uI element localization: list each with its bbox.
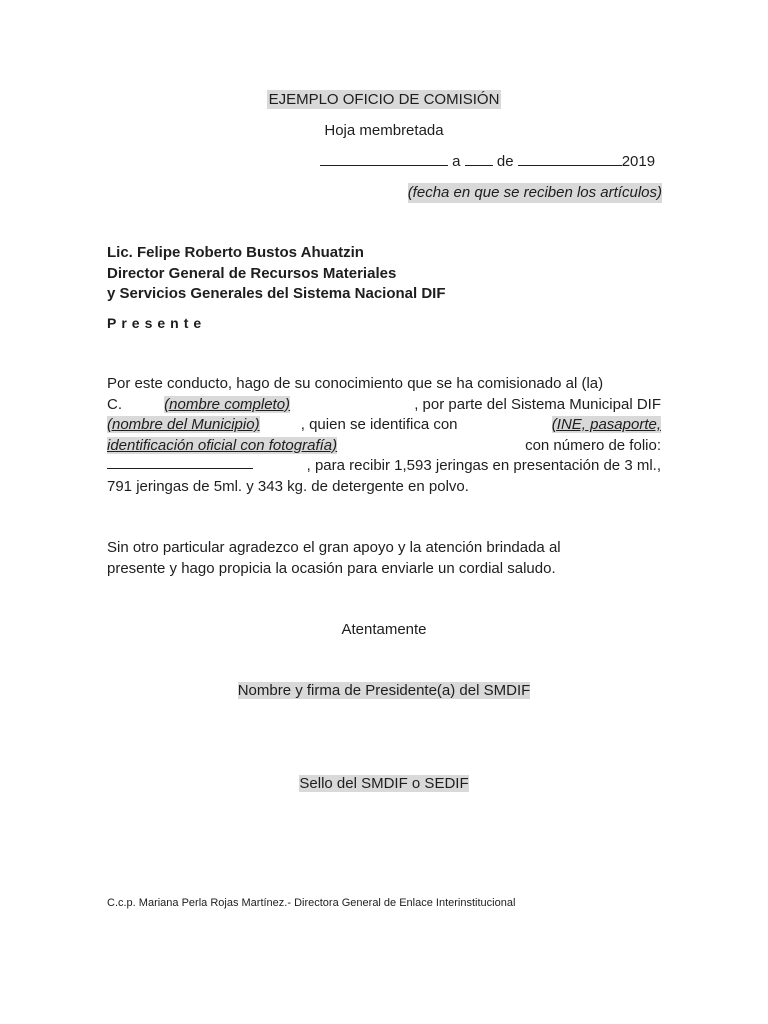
p1-line1-text: Por este conducto, hago de su conocimiento que se ha comisionado al (la) xyxy=(107,375,604,392)
id-field-line1 xyxy=(524,415,661,436)
seal-line xyxy=(0,774,768,794)
date-note: (fecha en que se reciben los artículos) xyxy=(407,184,662,201)
p2-line1-text: Sin otro particular agradezco el gran apoyo y la atención brindada al xyxy=(107,539,561,556)
document-title xyxy=(0,90,768,110)
municipality-placeholder: (nombre del Municipio) xyxy=(107,416,260,433)
body-paragraph-2 xyxy=(107,538,661,579)
addressee-title-line1: Director General de Recursos Materiales xyxy=(107,264,397,282)
signature-placeholder: Nombre y firma de Presidente(a) del SMDIF xyxy=(237,682,531,699)
folio-blank xyxy=(107,456,253,469)
id-placeholder-line1: (INE, pasaporte, xyxy=(551,416,661,433)
p1-por-parte: , por parte del Sistema Municipal DIF xyxy=(414,395,661,413)
p1-line6-text: 791 jeringas de 5ml. y 343 kg. de detergente en polvo. xyxy=(107,477,469,495)
p2-line2-text: presente y hago propicia la ocasión para enviarle un cordial saludo. xyxy=(107,559,556,577)
p1-line-2 xyxy=(107,395,661,416)
p1-quien: , quien se identifica con xyxy=(300,416,458,433)
p2-line-2 xyxy=(107,559,661,580)
month-name-blank xyxy=(518,153,622,166)
id-field-line2 xyxy=(107,436,415,457)
p1-line-6 xyxy=(107,477,661,498)
p1-line-1 xyxy=(107,374,661,395)
date-year: 2019 xyxy=(621,153,656,170)
name-placeholder: (nombre completo) xyxy=(164,395,291,413)
seal-placeholder: Sello del SMDIF o SEDIF xyxy=(299,775,469,792)
signature-line xyxy=(0,681,768,701)
p1-line-4 xyxy=(107,436,661,457)
month-blank xyxy=(465,153,493,166)
addressee-title-line2: y Servicios Generales del Sistema Nacional DIF xyxy=(107,285,446,302)
name-field xyxy=(126,396,350,413)
date-line xyxy=(320,152,655,172)
date-de: de xyxy=(496,153,514,170)
addressee-block xyxy=(107,243,446,305)
p1-line-3 xyxy=(107,415,661,436)
closing-atentamente: Atentamente xyxy=(341,621,427,638)
p1-recibir: , para recibir 1,593 jeringas en presentación de 3 ml., xyxy=(306,457,661,474)
p1-line-5 xyxy=(107,456,661,477)
document-title-text: EJEMPLO OFICIO DE COMISIÓN xyxy=(268,91,500,108)
addressee-name: Lic. Felipe Roberto Bustos Ahuatzin xyxy=(107,244,364,261)
ccp-footer: C.c.p. Mariana Perla Rojas Martínez.- Directora General de Enlace Interinstitucional xyxy=(107,897,516,909)
id-placeholder-line2: identificación oficial con fotografía) xyxy=(107,436,338,454)
municipality-field xyxy=(107,416,297,433)
date-a: a xyxy=(452,153,461,170)
body-paragraph-1 xyxy=(107,374,661,497)
p1-folio-label: con número de folio: xyxy=(525,436,661,454)
presente-label: Presente xyxy=(107,315,207,331)
letterhead-note: Hoja membretada xyxy=(324,122,444,139)
p2-line-1 xyxy=(107,538,661,559)
day-blank xyxy=(320,153,448,166)
p1-c-label: C. xyxy=(107,395,122,413)
